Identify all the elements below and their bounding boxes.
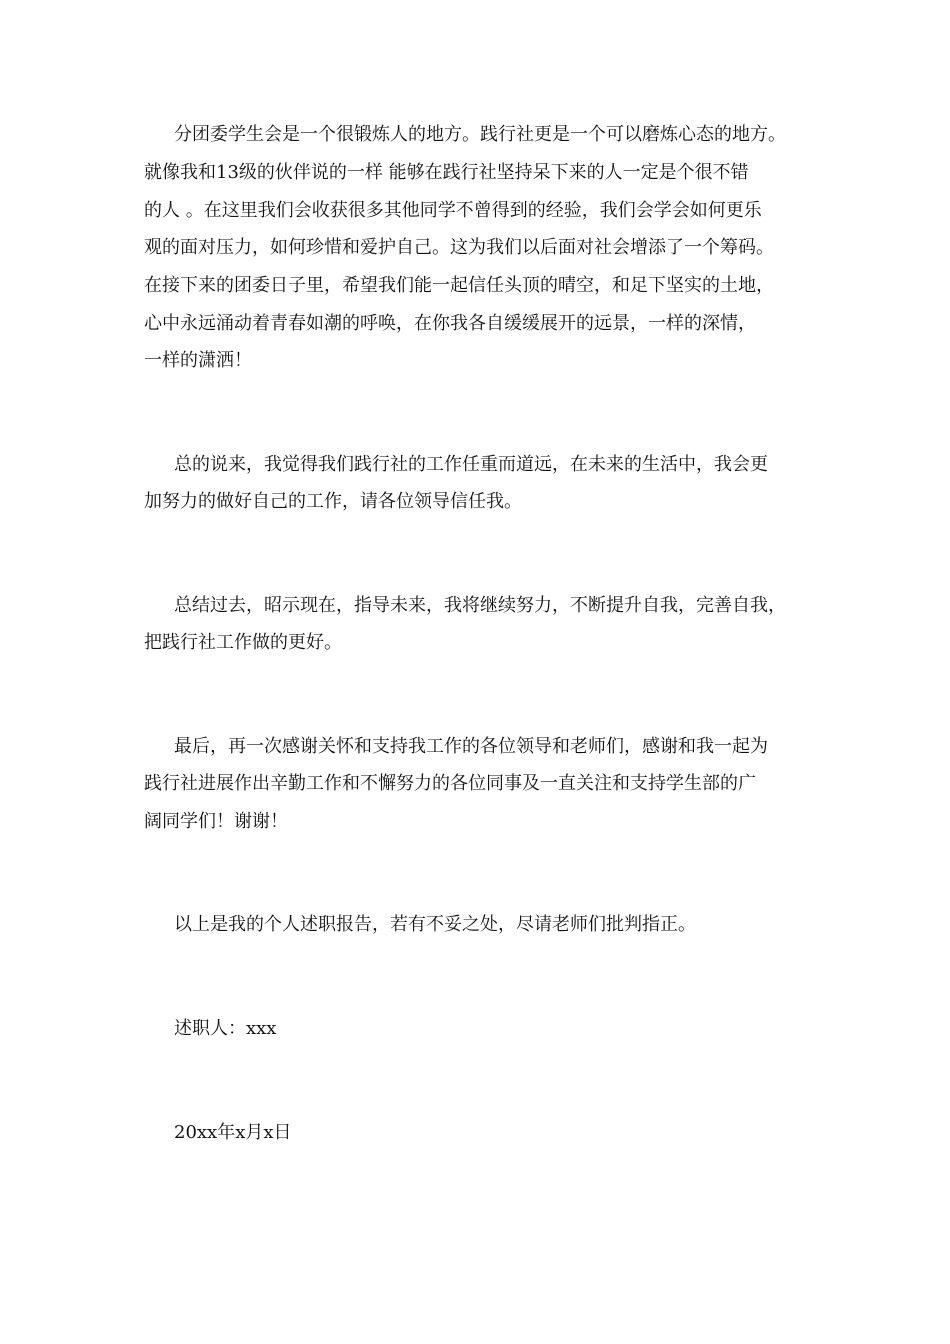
paragraph-3-line-1: 总结过去，昭示现在，指导未来，我将继续努力，不断提升自我，完善自我， (174, 595, 786, 616)
reporter-signature: 述职人：xxx (174, 1018, 277, 1039)
paragraph-1-line-4: 观的面对压力，如何珍惜和爱护自己。这为我们以后面对社会增添了一个筹码。 (144, 237, 774, 258)
paragraph-4-line-1: 最后，再一次感谢关怀和支持我工作的各位领导和老师们，感谢和我一起为 (174, 736, 768, 757)
closing-statement: 以上是我的个人述职报告，若有不妥之处，尽请老师们批判指正。 (174, 914, 696, 935)
paragraph-2-line-2: 加努力的做好自己的工作，请各位领导信任我。 (144, 491, 522, 512)
paragraph-1-line-7: 一样的潇洒！ (144, 350, 252, 371)
paragraph-4-line-3: 阔同学们！谢谢！ (144, 811, 288, 832)
paragraph-2-line-1: 总的说来，我觉得我们践行社的工作任重而道远，在未来的生活中，我会更 (174, 454, 768, 475)
report-date: 20xx年x月x日 (174, 1122, 292, 1143)
paragraph-1-line-1: 分团委学生会是一个很锻炼人的地方。践行社更是一个可以磨炼心态的地方。 (174, 124, 786, 145)
paragraph-4-line-2: 践行社进展作出辛勤工作和不懈努力的各位同事及一直关注和支持学生部的广 (144, 773, 756, 794)
paragraph-1-line-5: 在接下来的团委日子里，希望我们能一起信任头顶的晴空，和足下坚实的土地， (144, 275, 774, 296)
paragraph-1-line-3: 的人 。在这里我们会收获很多其他同学不曾得到的经验，我们会学会如何更乐 (144, 200, 762, 221)
paragraph-1-line-2: 就像我和13级的伙伴说的一样 能够在践行社坚持呆下来的人一定是个很不错 (144, 162, 749, 183)
paragraph-3-line-2: 把践行社工作做的更好。 (144, 632, 342, 653)
paragraph-1-line-6: 心中永远涌动着青春如潮的呼唤，在你我各自缓缓展开的远景，一样的深情， (144, 313, 756, 334)
